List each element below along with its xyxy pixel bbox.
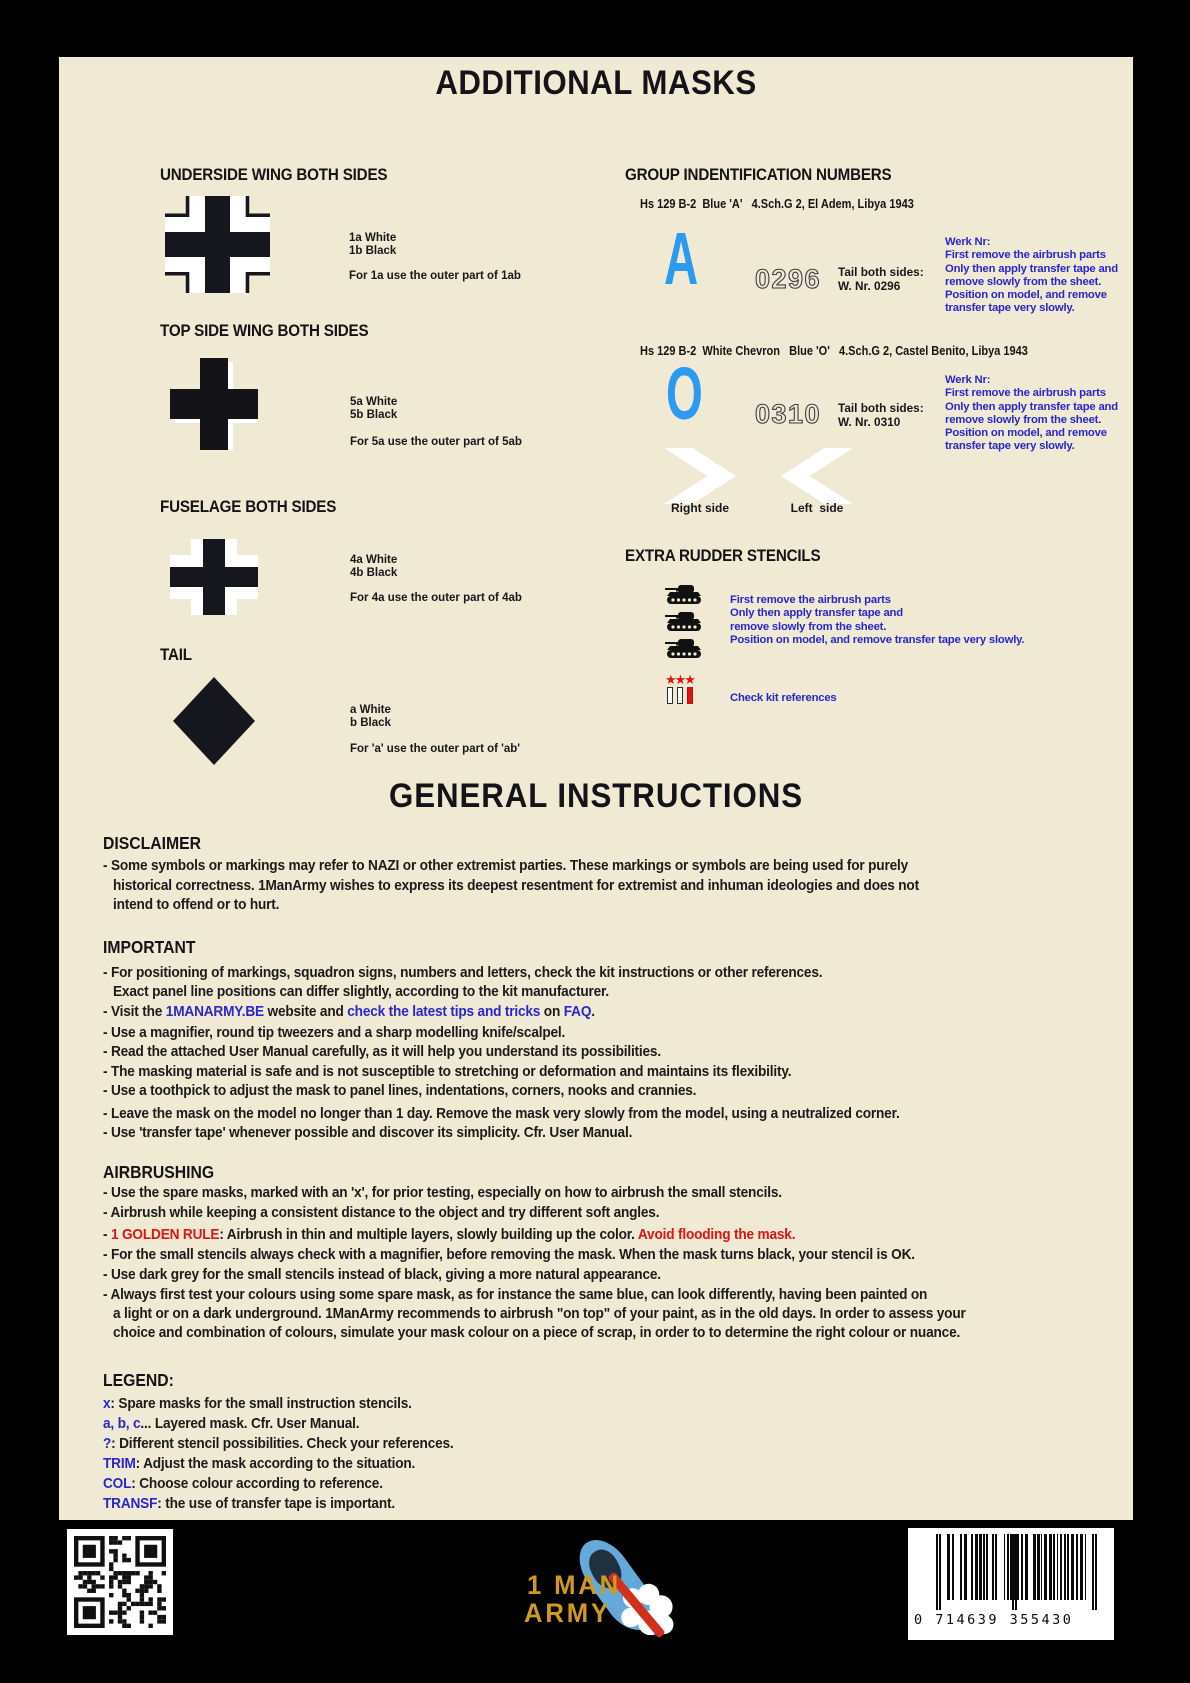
barcode bbox=[908, 1528, 1114, 1640]
rudder-instr-line: Only then apply transfer tape and bbox=[730, 607, 903, 620]
airbrushing-heading: AIRBRUSHING bbox=[103, 1162, 215, 1182]
group2-instr-line: Werk Nr: bbox=[945, 374, 991, 386]
important-line: - Use a toothpick to adjust the mask to panel lines, indentations, corners, nooks and crannies. bbox=[103, 1082, 697, 1099]
topside-label-a: 5a White bbox=[350, 396, 398, 408]
group1-instr-line: Position on model, and remove bbox=[945, 289, 1107, 301]
group1-tail-note-1: Tail both sides: bbox=[838, 265, 924, 279]
tips-link: check the latest tips and tricks bbox=[347, 1003, 541, 1020]
rudder-stencils-heading: EXTRA RUDDER STENCILS bbox=[625, 547, 821, 565]
chevron-left-label: Left side bbox=[790, 501, 844, 515]
legend-key: ? bbox=[103, 1435, 112, 1452]
svg-text:0296: 0296 bbox=[755, 264, 822, 294]
airbrushing-line: - For the small stencils always check with a magnifier, before removing the mask. When the mask turns black, your stencil is OK. bbox=[103, 1246, 915, 1263]
group1-tail-note-2: W. Nr. 0296 bbox=[838, 279, 901, 293]
svg-text:0310: 0310 bbox=[755, 399, 822, 429]
kill-bars-icon bbox=[667, 687, 697, 709]
qr-code bbox=[67, 1529, 173, 1635]
kit-reference-note bbox=[730, 692, 837, 705]
legend-item bbox=[103, 1475, 383, 1492]
legend-item bbox=[103, 1435, 454, 1452]
website-link: 1MANARMY.BE bbox=[165, 1003, 264, 1020]
barcode-digits: 0 714639 355430 bbox=[914, 1612, 1074, 1628]
important-line: - The masking material is safe and is not susceptible to stretching or deformation and maintains its flexibility. bbox=[103, 1063, 792, 1080]
disclaimer-heading: DISCLAIMER bbox=[103, 833, 202, 853]
flooding-warning-highlight: Avoid flooding the mask. bbox=[637, 1226, 796, 1243]
airbrushing-line: - Use the spare masks, marked with an 'x', for prior testing, especially on how to airbrush the small stencils. bbox=[103, 1184, 782, 1201]
tail-label-a: a White bbox=[350, 704, 391, 716]
legend-text: ... Layered mask. Cfr. User Manual. bbox=[140, 1415, 360, 1432]
text-segment: website and bbox=[263, 1003, 348, 1020]
tail-heading: TAIL bbox=[160, 646, 192, 664]
important-heading: IMPORTANT bbox=[103, 937, 196, 957]
legend-key: TRIM bbox=[103, 1455, 136, 1472]
general-instructions-title: GENERAL INSTRUCTIONS bbox=[388, 777, 804, 815]
legend-text: : Different stencil possibilities. Check your references. bbox=[111, 1435, 454, 1452]
underside-note: For 1a use the outer part of 1ab bbox=[349, 270, 521, 282]
group2-instructions bbox=[945, 374, 1118, 454]
fuselage-heading: FUSELAGE BOTH SIDES bbox=[160, 498, 337, 516]
group1-instr-line: Only then apply transfer tape and bbox=[945, 262, 1118, 275]
rudder-instr-line: First remove the airbrush parts bbox=[730, 594, 891, 606]
tail-label-b: b Black bbox=[350, 717, 391, 729]
tank-icon bbox=[665, 610, 703, 632]
airbrushing-line: - Use dark grey for the small stencils instead of black, giving a more natural appearance. bbox=[103, 1266, 661, 1283]
kill-bar-red bbox=[687, 687, 693, 704]
group1-instr-line: First remove the airbrush parts bbox=[945, 249, 1106, 262]
rudder-instr-line: remove slowly from the sheet. bbox=[730, 620, 887, 633]
legend-item bbox=[103, 1415, 359, 1432]
underside-label-b: 1b Black bbox=[349, 245, 397, 257]
chevron-right-icon bbox=[664, 448, 736, 504]
legend-key: a, b, c bbox=[103, 1415, 141, 1432]
page-title: ADDITIONAL MASKS bbox=[435, 64, 757, 102]
chevron-left-icon bbox=[781, 448, 853, 504]
text-segment: - bbox=[103, 1226, 111, 1243]
rudder-instructions bbox=[730, 594, 1024, 647]
airbrushing-line: choice and combination of colours, simulate your mask colour on a piece of scrap, in order to to determine the right colour or nuance. bbox=[113, 1324, 961, 1341]
group1-instructions bbox=[945, 236, 1118, 316]
legend-text: : Choose colour according to reference. bbox=[131, 1475, 383, 1492]
underside-label-a: 1a White bbox=[349, 232, 397, 244]
group2-instr-line: Position on model, and remove bbox=[945, 427, 1107, 439]
important-line: - Use a magnifier, round tip tweezers and a sharp modelling knife/scalpel. bbox=[103, 1024, 566, 1041]
legend-key: TRANSF bbox=[103, 1495, 158, 1512]
group2-letter: O bbox=[666, 352, 703, 435]
important-line: - Use 'transfer tape' whenever possible and discover its simplicity. Cfr. User Manual. bbox=[103, 1124, 633, 1141]
underside-wing-heading: UNDERSIDE WING BOTH SIDES bbox=[160, 166, 388, 184]
group1-instr-line: remove slowly from the sheet. bbox=[945, 275, 1102, 288]
important-line-links bbox=[103, 1003, 595, 1020]
disclaimer-line: - Some symbols or markings may refer to NAZI or other extremist parties. These markings or symbols are being used for purely bbox=[103, 857, 909, 874]
important-line: - Read the attached User Manual carefully, as it will help you understand its possibilities. bbox=[103, 1043, 661, 1060]
group1-instr-line: Werk Nr: bbox=[945, 236, 991, 248]
fuselage-label-a: 4a White bbox=[350, 554, 398, 566]
legend-item bbox=[103, 1455, 415, 1472]
three-stars-icon: ★★★ bbox=[665, 672, 694, 687]
kill-bar-outline bbox=[677, 687, 683, 704]
kit-reference-text: Check kit references bbox=[730, 692, 837, 704]
balkenkreuz-fuselage-icon bbox=[170, 539, 258, 615]
tank-icon bbox=[665, 583, 703, 605]
golden-rule-highlight: 1 GOLDEN RULE bbox=[110, 1226, 220, 1243]
group2-tail-note-1: Tail both sides: bbox=[838, 401, 924, 415]
group2-werknr-outline bbox=[753, 396, 831, 430]
group2-caption: Hs 129 B-2 White Chevron Blue 'O' 4.Sch.G 2, Castel Benito, Libya 1943 bbox=[640, 344, 1028, 358]
topside-wing-heading: TOP SIDE WING BOTH SIDES bbox=[160, 322, 369, 340]
group2-instr-line: transfer tape very slowly. bbox=[945, 440, 1075, 453]
legend-heading: LEGEND: bbox=[103, 1370, 174, 1390]
barcode-bars bbox=[908, 1528, 1114, 1610]
group2-tail-note-2: W. Nr. 0310 bbox=[838, 415, 901, 429]
brand-logo bbox=[515, 1532, 695, 1648]
rudder-instr-line: Position on model, and remove transfer tape very slowly. bbox=[730, 633, 1025, 646]
text-segment: . bbox=[591, 1003, 595, 1020]
airbrushing-golden-rule-line bbox=[103, 1226, 795, 1243]
balkenkreuz-underside-icon bbox=[165, 196, 270, 293]
group2-instr-line: Only then apply transfer tape and bbox=[945, 400, 1118, 413]
legend-text: : Spare masks for the small instruction stencils. bbox=[110, 1395, 412, 1412]
important-line: Exact panel line positions can differ slightly, according to the kit manufacturer. bbox=[113, 983, 610, 1000]
logo-text-line1: 1 MAN bbox=[527, 1570, 622, 1600]
airbrushing-line: a light or on a dark underground. 1ManArmy recommends to airbrush "on top" of your paint, as in the old days. In order to assess your bbox=[113, 1305, 966, 1322]
group2-instr-line: First remove the airbrush parts bbox=[945, 387, 1106, 400]
disclaimer-line: historical correctness. 1ManArmy wishes to express its deepest resentment for extremist and inhuman ideologies and does not bbox=[113, 877, 919, 894]
legend-item bbox=[103, 1495, 395, 1512]
topside-label-b: 5b Black bbox=[350, 409, 398, 421]
group-numbers-heading: GROUP INDENTIFICATION NUMBERS bbox=[625, 166, 892, 184]
text-segment: - Visit the bbox=[103, 1003, 166, 1020]
disclaimer-line: intend to offend or to hurt. bbox=[113, 896, 280, 913]
legend-item bbox=[103, 1395, 412, 1412]
legend-text: : Adjust the mask according to the situation. bbox=[135, 1455, 416, 1472]
logo-text-line2: ARMY bbox=[524, 1598, 611, 1628]
tank-icon bbox=[665, 637, 703, 659]
legend-text: : the use of transfer tape is important. bbox=[157, 1495, 395, 1512]
faq-link: FAQ bbox=[563, 1003, 592, 1020]
tail-note: For 'a' use the outer part of 'ab' bbox=[350, 743, 521, 755]
group2-instr-line: remove slowly from the sheet. bbox=[945, 413, 1102, 426]
fuselage-note: For 4a use the outer part of 4ab bbox=[350, 592, 522, 604]
chevron-right-label: Right side bbox=[670, 501, 729, 515]
group1-instr-line: transfer tape very slowly. bbox=[945, 302, 1075, 315]
topside-note: For 5a use the outer part of 5ab bbox=[350, 436, 522, 448]
kill-bar-outline bbox=[667, 687, 673, 704]
important-line: - Leave the mask on the model no longer than 1 day. Remove the mask very slowly from the model, using a neutralized corner. bbox=[103, 1105, 900, 1122]
tail-diamond-icon bbox=[173, 677, 255, 765]
fuselage-label-b: 4b Black bbox=[350, 567, 398, 579]
legend-key: COL bbox=[103, 1475, 132, 1492]
important-line: - For positioning of markings, squadron signs, numbers and letters, check the kit instructions or other references. bbox=[103, 964, 823, 981]
airbrushing-line: - Always first test your colours using some spare mask, as for instance the same blue, can look differently, having been painted on bbox=[103, 1286, 928, 1303]
cross-topside-icon bbox=[170, 358, 258, 450]
airbrushing-line: - Airbrush while keeping a consistent distance to the object and try different soft angles. bbox=[103, 1204, 660, 1221]
group1-caption: Hs 129 B-2 Blue 'A' 4.Sch.G 2, El Adem, Libya 1943 bbox=[640, 197, 914, 211]
text-segment: : Airbrush in thin and multiple layers, slowly building up the color. bbox=[219, 1226, 638, 1243]
text-segment: on bbox=[540, 1003, 564, 1020]
group1-werknr-outline bbox=[753, 261, 831, 295]
group1-letter: A bbox=[664, 217, 699, 300]
qr-code-pattern bbox=[74, 1536, 166, 1628]
legend-key: x bbox=[103, 1395, 111, 1412]
